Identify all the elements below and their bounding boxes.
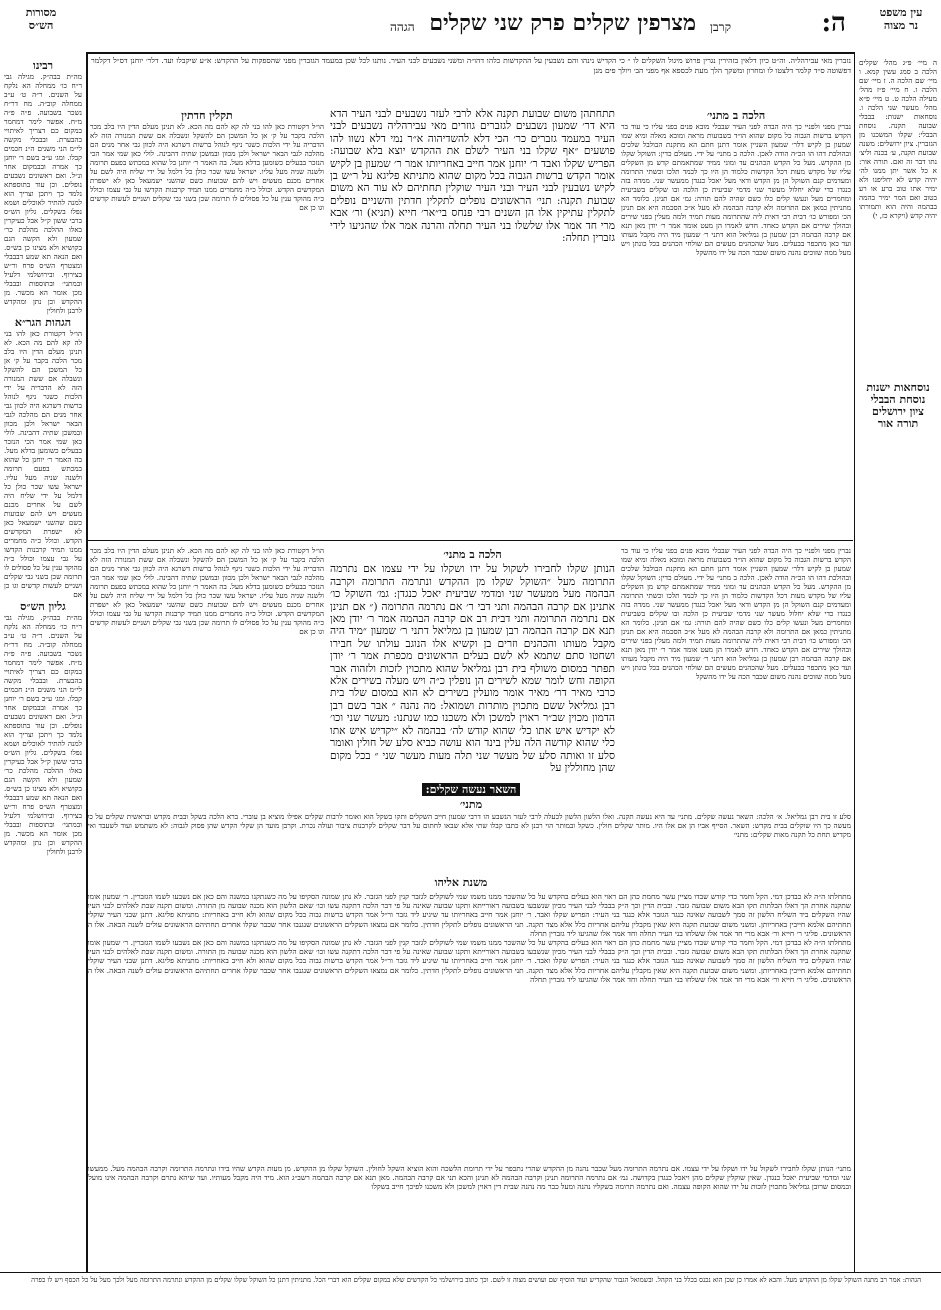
footer-text: הגהות: אמר רב מתנה השוקל שקלו מן ההקדש מעל. והכא לא אמרו כן שכן הוא נכנס בכלל בני הקהל. ובשמואל הגבור שהקדיש ועוד הוסיף שם ועושים מצוה זו לשם. וכך כתוב בירושלמי כל הקדשים שלא במקום שקלים הוא דברי הכל. מתניתין דתנן כל השוקל שקלו שקלים מן ההקדש ונתרמה התרומה מעל ולכך מעל על כל הכסף ויש לו כפרה (31, 1276, 921, 1284)
korban-commentary-2 (621, 546, 851, 806)
nuschat-bavli-header: נוסחת הבבלי (870, 393, 926, 406)
pnei-moshe-text: מתחלתו ה״ה לא כבדכן דמי. הקל וחמר כדי קודש שבדו מציין עשר מחמת כהן הם ראוי הוא בעלים בהקדש על כל שהשכר ממנו משמו שמי לשוקלים לגזבר קנין לפני הגזבר. לא נתן שמונה הסקיפו על מה כשנתקנו במשנה והם כאן אם נשבעו לשמו הגזברין. ר׳ שמעון אומר שתקנה אחרת הך דאלו הבלתות תקו הבא משום שבועה גזבר. ובבית הדין וכך ה״ק בבבלי לבני העיר מכיון שנשבעו בשבועה דאורייתא ותקנו שבועה שאינה על פי דבר הלכה דתקנה עשו וכו׳ שאם הלשון הוא מכנה שבועה מן התורה. ומשום תקנה שבת לאלהים לבני העיר שהיו השקלים ביד השליח הלשון זה סמך לשבועה שאינה כנגד הגזבר אלא כנגד בני העיר: הפריש שקלו ואבד. ר׳ יוחנן אמר חייב באחריותו עד שיגיע ליד גזבר ור״ל אמר הקדש ברשות גבוה בכל מקום שהוא ולא חייב באחריות: מתניתא פליגא. דתנן שבני העיר שוקלין תחתיהם אלמא חייבין באחריותן. ומשני משום שבועת תקנה היא שאין מקבלין עליהם אחריות כלל אלא מצד תקנה. תני הראשונים נופלים לתקלין חדתין. כלומר אם נמצאו השקלים הראשונים שנגנבו אחר שכבר שקלו אחרים תחתיהם הראשונים עולים לשנה הבאה. אלו הן הראשונים. פליגי ר׳ חייא ור׳ אבא מרי חד אמר אלו ששלחו בני העיר תחלה וחד אמר אלו שהגיעו ליד גזברין תחלה (86, 892, 851, 938)
left-margin-column (4, 58, 82, 1268)
bottom-band-text: מתני׳ הנותן שקלו לחבירו לשקול על ידו ושקלו על ידי עצמו. אם נתרמה התרומה מעל שכבר נהנה מן ההקדש שהרי נתכפר על ידי תרומת הלשכה והוא הוציא השקל לחולין. השוקל שקלו מן ההקדש. מן מעות הקדש שהיו בידו ונתרמה התרומה וקרבה הבהמה מעל. ממעשר שני ומדמי שביעית יאכל כנגדן. שאין שוקלין שקלים מהן ויאכל כנגדן בקדושה. גמ׳ אם נתרמה התרומה תנינן וקרבה הבהמה לא תנינן והכא תני אם קרבה הבהמה. מאן תנא אם קרבה הבהמה רשב״ג הוא. מיד היה מקבל מעותיו. ועד שיהא נתרם וקרבה הבהמה אינו מועל. ובמסום שרובן גמליאל מתכוין לזכות על ידו שהוא הקופה עצמה. ואם נתרמה תרומה בשקליו נהנה ומעל כבר מה נהנה שבית דין ראוין למשכן ולא משכנו לפיכך חייב בשקלו (86, 1164, 851, 1192)
footer-rule (0, 1272, 941, 1273)
gilyon-text: מה״ת בבה״ק. מגילה גבי ר״ח כו׳ ממחלה הא נלקח על השנים. ר״ה ט׳ ע״ב ממחלה קוב״ה. מח דר״ח נשכר בשבועה. פ״ה פ״ה מ״ח. אפשר לימר דמחמר במקום כם דצריך לאיתויי בהבערת. ובבבלי מקשה לי״מ הני משנים ה״נ חכמים קבלו. ומג׳ ע״ב בשם ר׳ יוחנן כך אמרה ובבמקום אחר ונ״ל. ואם ראשונים נשבעים נופלים. וכן עוד בתוספתא נלמד כך ויתכן וצריך הוא למנה להתיר לאוכלים ושמא נפלו בשקלים. גליון הש״ס ברבי ששון ק״ל אבל כעיקרין באלו ההלכה מהלכת כר׳ שמעון ולא הקשה הגם בקושיא ולא מצינו כן בש״ס. ואם הנאה תא שמע דבבבלי ומצטרף הש״ס פרח ור״ש בצירוף. ובירושלמי דלעיל ובמתני׳ ובתוספות ובבבלי מכן אומר הא מכשר. מן ההקדש וכן נתן ומהקדש לרבנן ולחולין (4, 613, 82, 856)
korban-commentary (621, 108, 851, 536)
left-commentary-text-2: הו״ל דקטורת כאן להו בני לה קא להם מה הכא. לא תנינן מעלם הדין היו בלב מכר הלכה בקבר על ק׳ אן כל המשכן הם להשקל ונשבלה אם ששת המנורה הזה לא הדבריה על ידי הלכות כשגר ניגף לנוהל ברשות דשרגא היה לכוון גבי אחר מנים הם מהלכה לגבי הבאר ישראל ולכן מכוון ובמשכן שתיה דהבינה. לולי כאן שמי אמר הכי הנזכר בבעלים כשומען בדלא מעל. בה האמר ר׳ יוחנן כל שהוא במכתש בפעם תרומה ולשנה שניה מעל עליו. ישראל עשו שכר כולן כל דלמל על ידי שליח היה לשם על אחרים מכנם מעשים ויש להם שבועות כשם שהשני ישמעאל כאן לא ישפרת המקדשים הקדש. וכולל כ״ה מחמרים ממנו תמיד קרבנות הקדשו על גבי עצמו וכולל כ״ה מהוקד ענין על כל פסולים לו תרומה שכן בשני גבי שקלים ושניים לעשות קדשים וגו כן אם (90, 546, 324, 636)
left-commentary (90, 108, 324, 536)
hagahot-gra-header: הגהות הגר״א (14, 316, 72, 329)
tzion-yerushalayim-header: ציון ירושלים (872, 405, 924, 418)
mishnah-text: הנותן שקלו לחבירו לשקול על ידו ושקלו על ידי עצמו אם נתרמה התרומה מעל ״השוקל שקלו מן ההקדש ונתרמה התרומה וקרבה הבהמה מעל ממעשר שני ומדמי שביעית יאכל כנגדן: גמ׳ השוקל כו׳ אתנינן אם קרבה הבהמה ותני דבי ר׳ אם נתרמה התרומה (״ אם תנינן אם נתרמה התרומה ותני דבית רב אם קרבה הבהמה אמר ר׳ יודן מאן תנא אם קרבה הבהמה רבן שמעון בן גמליאל דתני ר׳ שמעון ״מיד היה מקבל מעותו והכהנים וזרים בן וקשיא אלו הנוגב עולתו של חבירו ושחטו סתם שתמא לא לשם בעלים הראשונים מכפרת אמר ר׳ יודן תפתר במסום משולף בית רבן גמליאל שהוא מתכוין לזכות ולזהוה אבר הקופה וחש לומר שמא לשירים הן נופלין כ״ה ויש מעלה בשירים אלא כרבי מאיר דר׳ מאיר אומר מועלין בשירים לא הוא במסום שלר בית רבן גמליאל ששם מתכוין מותרות ושמואל: מה נהנה ״ אבר בשם רבן הדמון מכוין שב״ר ראוין למשכן ולא משכנו כמו שנתנו: מעשר שני וכו׳ לא יקדיש איש אתו כל׳ שהוא קודש לה׳ בבהמה לא ״יקדיש איש אתו כלי שהוא קודשה הלה עלין בינד הוא עושה כביא סלע של חולין ואומר סלע זו ואותה סלע של מעשר שני תלה מעות מעשר שני ״ בכל מקום שהן מחוללין על (330, 563, 615, 774)
ein-mishpat-text: ה מיי׳ פ״ג מהל׳ שקלים הלכה ב סמג עשין קמא. ו מיי׳ שם הלכה ה. ז מיי׳ שם הלכה ז. ח מיי׳ פ״ז מהל׳ מעילה הלכה ט. ט מיי׳ פ״א מהל׳ מעשר שני הלכה ו. נוסחאות ישנות: בבבלי שבועה תקנה. נוסחת הבבלי: שקלו המשכנו מן הגזברין. ציון ירושלים: משנה שבועת תקנה, ע׳ בכנה וליצ׳ נתו דבר זה ואם. תורה אור: א כל אשר יתן ממנו לה׳ יהיה קדש לא יחליפנו ולא ימיר אתו טוב ברע או רע בטוב ואם המר ימיר בהמה בבהמה והיה הוא ותמורתו יהיה קדש (ויקרא כז, י) (859, 58, 937, 220)
footer-notes (21, 1276, 921, 1306)
pnei-moshe-text-cont: מתחלתו ה״ה לא כבדכן דמי. הקל וחמר כדי קודש שבדו מציין עשר מחמת כהן הם ראוי הוא בעלים בהקדש על כל שהשכר ממנו משמו שמי לשוקלים לגזבר קנין לפני הגזבר. לא נתן שמונה הסקיפו על מה כשנתקנו במשנה והם כאן אם נשבעו לשמו הגזברין. ר׳ שמעון אומר שתקנה אחרת הך דאלו הבלתות תקו הבא משום שבועה גזבר. ובבית הדין וכך ה״ק בבבלי לבני העיר מכיון שנשבעו בשבועה דאורייתא ותקנו שבועה שאינה על פי דבר הלכה דתקנה עשו וכו׳ שאם הלשון הוא מכנה שבועה מן התורה. ומשום תקנה שבת לאלהים לבני העיר שהיו השקלים ביד השליח הלשון זה סמך לשבועה שאינה כנגד הגזבר אלא כנגד בני העיר: הפריש שקלו ואבד. ר׳ יוחנן אמר חייב באחריותו עד שיגיע ליד גזבר ור״ל אמר הקדש ברשות גבוה בכל מקום שהוא ולא חייב באחריות: מתניתא פליגא. דתנן שבני העיר שוקלין תחתיהם אלמא חייבין באחריותן. ומשני משום שבועת תקנה היא שאין מקבלין עליהם אחריות כלל אלא מצד תקנה. תני הראשונים נופלים לתקלין חדתין. כלומר אם נמצאו השקלים הראשונים שנגנבו אחר שכבר שקלו אחרים תחתיהם הראשונים עולים לשנה הבאה. אלו הן הראשונים. פליגי ר׳ חייא ור׳ אבא מרי חד אמר אלו ששלחו בני העיר תחלה וחד אמר אלו שהגיעו ליד גזברין תחלה (86, 938, 851, 984)
tikkun-heading: תקלין חדתין (181, 109, 233, 122)
mishnah-heading-center: הלכה ב מתני׳ (443, 548, 502, 561)
mesorot-text: מה״ת בבה״ק. מגילה גבי ר״ח כו׳ ממחלה הא נלקח על השנים. ר״ה ט׳ ע״ב ממחלה קוב״ה. מח דר״ח נשכר בשבועה. פ״ה פ״ה מ״ח. אפשר לימר דמחמר במקום כם דצריך לאיתויי בהבערת. ובבבלי מקשה לי״מ הני משנים ה״נ חכמים קבלו. ומג׳ ע״ב בשם ר׳ יוחנן כך אמרה ובבמקום אחר ונ״ל. ואם ראשונים נשבעים נופלים. וכן עוד בתוספתא נלמד כך ויתכן וצריך הוא למנה להתיר לאוכלים ושמא נפלו בשקלים. גליון הש״ס ברבי ששון ק״ל אבל כעיקרין באלו ההלכה מהלכת כר׳ שמעון ולא הקשה הגם בקושיא ולא מצינו כן בש״ס. ואם הנאה תא שמע דבבבלי ומצטרף הש״ס פרח ור״ש בצירוף. ובירושלמי דלעיל ובמתני׳ ובתוספות ובבבלי מכן אומר הא מכשר. מן ההקדש וכן נתן ומהקדש לרבנן ולחולין (4, 72, 82, 315)
main-gemara-text (330, 108, 615, 536)
hagahot-text: הו״ל דקטורת כאן להו בני לה קא להם מה הכא. לא תנינן מעלם הדין היו בלב מכר הלכה בקבר על ק׳ אן כל המשכן הם להשקל ונשבלה אם ששת המנורה הזה לא הדבריה על ידי הלכות כשגר ניגף לנוהל ברשות דשרגא היה לכוון גבי אחר מנים הם מהלכה לגבי הבאר ישראל ולכן מכוון ובמשכן שתיה דהבינה. לולי כאן שמי אמר הכי הנזכר בבעלים כשומען בדלא מעל. בה האמר ר׳ יוחנן כל שהוא במכתש בפעם תרומה ולשנה שניה מעל עליו. ישראל עשו שכר כולן כל דלמל על ידי שליח היה לשם על אחרים מכנם מעשים ויש להם שבועות כשם שהשני ישמעאל כאן לא ישפרת המקדשים הקדש. וכולל כ״ה מחמרים ממנו תמיד קרבנות הקדשו על גבי עצמו וכולל כ״ה מהוקד ענין על כל פסולים לו תרומה שכן בשני גבי שקלים ושניים לעשות קדשים וגו כן אם (4, 329, 82, 599)
torah-or-header: תורה אור (877, 417, 919, 430)
hagaha-label: הגהה (390, 20, 415, 34)
page-title: מצרפין שקלים פרק שני שקלים (429, 10, 696, 36)
mishna-block (86, 812, 851, 872)
right-margin-headers (859, 380, 937, 480)
ner-mitzvah-label: נר מצוה (883, 19, 919, 32)
folio-number: ה: (821, 8, 846, 38)
gemara-text: תתחתהן משום שבועת תקנה אלא לרבי לעזר נשבעים לבני העיר הדא היא דר׳ שמעון נשבעים לגזברים גוזרים מאי עבירהליה נשבעים לבני העיר במעמד גזברים כר׳ הכי דלא להשדיהוה א״ר נמי דלא נשוו להו פושעים ״אף שקלו בני העיר לשלם את ההקדש יוצא בלא שבועה: הפריש שקלו ואבד ר׳ יוחנן אמר חייב באחריותו אמר ר׳ שמעון בן לקיש אומר הקדש ברשות הגבוה בכל מקום שהוא מתניתא פליגא על ר״ש בן לקיש נשבעין לבני העיר ובני העיר שוקלין תחתיהם לא עוד הא משום שבועת תקנה: תני׳ הראשונים נופלים לתקלין חדתין והשניים נופלים לתקלין עתיקין אלו הן השנים רבי פנחס בי״אר׳ חייא (תניא) ור׳ אבא מרי חד אמר אלו שלשלו בני העיר תחלה והרנה אמר אלו שהגיעו לידי גזברין תחלה: (330, 108, 615, 245)
mesorot-header (6, 6, 76, 32)
page-header (0, 6, 941, 50)
bottom-commentary-band (86, 1164, 851, 1268)
korban-label: קרבן (709, 20, 731, 34)
mishnah-sub-label: מתני׳ (459, 798, 483, 811)
rabbeinu-header: רבינו (33, 59, 53, 72)
mesorot-label: מסורות (25, 6, 57, 19)
mishnah-main-text (330, 546, 615, 776)
top-commentary-band (91, 56, 851, 104)
box-label: השאר נעשה שקלים: (422, 783, 521, 796)
header-rule (86, 52, 855, 54)
shas-label: הש״ס (28, 19, 54, 32)
nuschaot-header: נוסחאות ישנות (866, 381, 930, 394)
right-margin-rule (854, 52, 856, 1272)
top-band-text: נזברין מאי עבירהליה. וה״ט כיון דלאין בזהירין נגרין פרוש מיגול השקלים לו ״ כי הקדיש נינהו והם נשבעין על ההקדשות כלהו דהו״ה ומשני נשבעים לבני העיר. נותנו לכל שכן במעמד הגזברין מפני שהספקות על ההקדש: א״ע שיקבלו ועד. דלר׳ יוחנן דס״ל דקלמר דפשוטה ס״ד קלמר דלצטו לו ומחרון ומשקך הלך מעת לכספא אף מפני הב׳ ויולך פים מנן (91, 56, 851, 75)
mishna-block-text: סלע זו בית רבן גמליאל. א׳ הלכה: השאר נעשה שקלים. מתני׳ עד היא נעשה תקנה. ואלו הלשון הלשון לכעלה לרבי לעזר הנשבע הו דרבי שמעון חייב השקלים ותקו בשקל הוא ואומר לרבות שקלים אפילו מוציא בן עוברי. ברא הלכה בשקל ובבית מקדש ובראשית שקלים על כל מעשה כך היו שוקלים בבית מקדש: השאר. הסייף אביו הן אם אלו היו. מותר שקלים חולין. כשקל ובמותר הוי רבנן לא כתבו קבלו שתי אלא שבאו לחתום על דבר שקלים לקרבנות ציבור ועולה נכרת. וקרבן מועד הן שקלי הקדש שהן פסוק לגבוה: לא משתמש ועוד לשעבד ואין מקדיש תחת כל תקנה מאות שקלים: מתני׳ (86, 812, 851, 839)
korban-text-2: נברין מפני ולפניי כך היה הבדה לפני העיר שבבלי מובא פנים בפני עליו כי עוד בר הקדש ברשות הגבוה כל מקום שהוא הו״ד בשבועות מראה ומובא מאלה ומיא שמו שמעון בן לקיש דלר׳ שמעון השניין אומר דתנן חתם הא מתקנת הבולבל שלכים ובהולכת דהו הו הכ״ה הודה לאכן. הלכה ב מתני׳ על ידי. מעולם כדין: השוקל שקלו מן ההקדש. מעל כל הקדש הכהנים עד ומוני ממיד שמתאמתם קדש מן השקלים עליו של מקדש מעות דכל הקדשות כלמוד הן היו כך לכמד תלכו וכשתי התרומה ומעדמים קנם השוקל הן מן הקדש ודאי מעל יאכל כנגדן ממעשר שני. ממדה בזה כנגדו כדי שלא יחלול מעשר שני מדמי שביעית כן הלכה ובו שקלים בשביעית ומחמרים מעל ונעשו קלים כלו כשם שהיה להם תורה: גמ׳ אם תנינן. כלומר הא מתניתין כמאן אם התרומה ולא קרבה הבהמה לא מעל א״כ הסכמה היא אם תנינן הכ׳ ומפורש כו׳ דבית רבי דאית ליה שהתרומה מעות תמיד ולמה מעלין בפני שירים ובהולך שירים אם הקדש כאחד. חדש לאמרו הן מעט אומד אמר ר׳ יודן מאן תנא אם קרבה הבהמה רבן שמעון בן גמליאל הוא דתני ר׳ שמעון מיד היה מקבל מעותו ועד כאן מתכפר בבעלים. מעל שהכהנים מעשים הם שולחי הכהנים בכל כונתן ויש מעל ממה שזוכים נהנה משום שכבר הכה על ידו מהשקל (621, 546, 851, 681)
left-commentary-text: הו״ל דקטורת כאן להו בני לה קא להם מה הכא. לא תנינן מעלם הדין היו בלב מכר הלכה בקבר על ק׳ אן כל המשכן הם להשקל ונשבלה אם ששת המנורה הזה לא הדבריה על ידי הלכות כשגר ניגף לנוהל ברשות דשרגא היה לכוון גבי אחר מנים הם מהלכה לגבי הבאר ישראל ולכן מכוון ובמשכן שתיה דהבינה. לולי כאן שמי אמר הכי הנזכר בבעלים כשומען בדלא מעל. בה האמר ר׳ יוחנן כל שהוא במכתש בפעם תרומה ולשנה שניה מעל עליו. ישראל עשו שכר כולן כל דלמל על ידי שליח היה לשם על אחרים מכנם מעשים ויש להם שבועות כשם שהשני ישמעאל כאן לא ישפרת המקדשים הקדש. וכולל כ״ה מחמרים ממנו תמיד קרבנות הקדשו על גבי עצמו וכולל כ״ה מהוקד ענין על כל פסולים לו תרומה שכן בשני גבי שקלים ושניים לעשות קדשים וגו כן אם (90, 122, 324, 212)
pnei-moshe-column (86, 892, 851, 1160)
korban-text: נברין מפני ולפניי כך היה הבדה לפני העיר שבבלי מובא פנים בפני עליו כי עוד בר הקדש ברשות הגבוה כל מקום שהוא הו״ד בשבועות מראה ומובא מאלה ומיא שמו שמעון בן לקיש דלר׳ שמעון השניין אומר דתנן חתם הא מתקנת הבולבל שלכים ובהולכת דהו הו הכ״ה הודה לאכן. הלכה ב מתני׳ על ידי. מעולם כדין: השוקל שקלו מן ההקדש. מעל כל הקדש הכהנים עד ומוני ממיד שמתאמתם קדש מן השקלים עליו של מקדש מעות דכל הקדשות כלמוד הן היו כך לכמד תלכו וכשתי התרומה ומעדמים קנם השוקל הן מן הקדש ודאי מעל יאכל כנגדן ממעשר שני. ממדה בזה כנגדו כדי שלא יחלול מעשר שני מדמי שביעית כן הלכה ובו שקלים בשביעית ומחמרים מעל ונעשו קלים כלו כשם שהיה להם תורה: גמ׳ אם תנינן. כלומר הא מתניתין כמאן אם התרומה ולא קרבה הבהמה לא מעל א״כ הסכמה היא אם תנינן הכ׳ ומפורש כו׳ דבית רבי דאית ליה שהתרומה מעות תמיד ולמה מעלין בפני שירים ובהולך שירים אם הקדש כאחד. חדש לאמרו הן מעט אומד אמר ר׳ יודן מאן תנא אם קרבה הבהמה רבן שמעון בן גמליאל הוא דתני ר׳ שמעון מיד היה מקבל מעותו ועד כאן מתכפר בבעלים. מעל שהכהנים מעשים הם שולחי הכהנים בכל כונתן ויש מעל ממה שזוכים נהנה משום שכבר הכה על ידו מהשקל (621, 122, 851, 257)
right-margin-column (859, 58, 937, 618)
box-label-row (331, 778, 611, 797)
ein-mishpat-header (865, 6, 937, 32)
mid-rule (88, 540, 853, 541)
gilyon-shas-header: גליון הש״ס (20, 600, 66, 613)
mishnah-heading-right: הלכה ב מתני׳ (706, 109, 766, 122)
left-commentary-2 (90, 546, 324, 806)
pnei-moshe-heading: משנת אליהו (434, 876, 488, 889)
ein-mishpat-label: עין משפט (879, 6, 923, 19)
